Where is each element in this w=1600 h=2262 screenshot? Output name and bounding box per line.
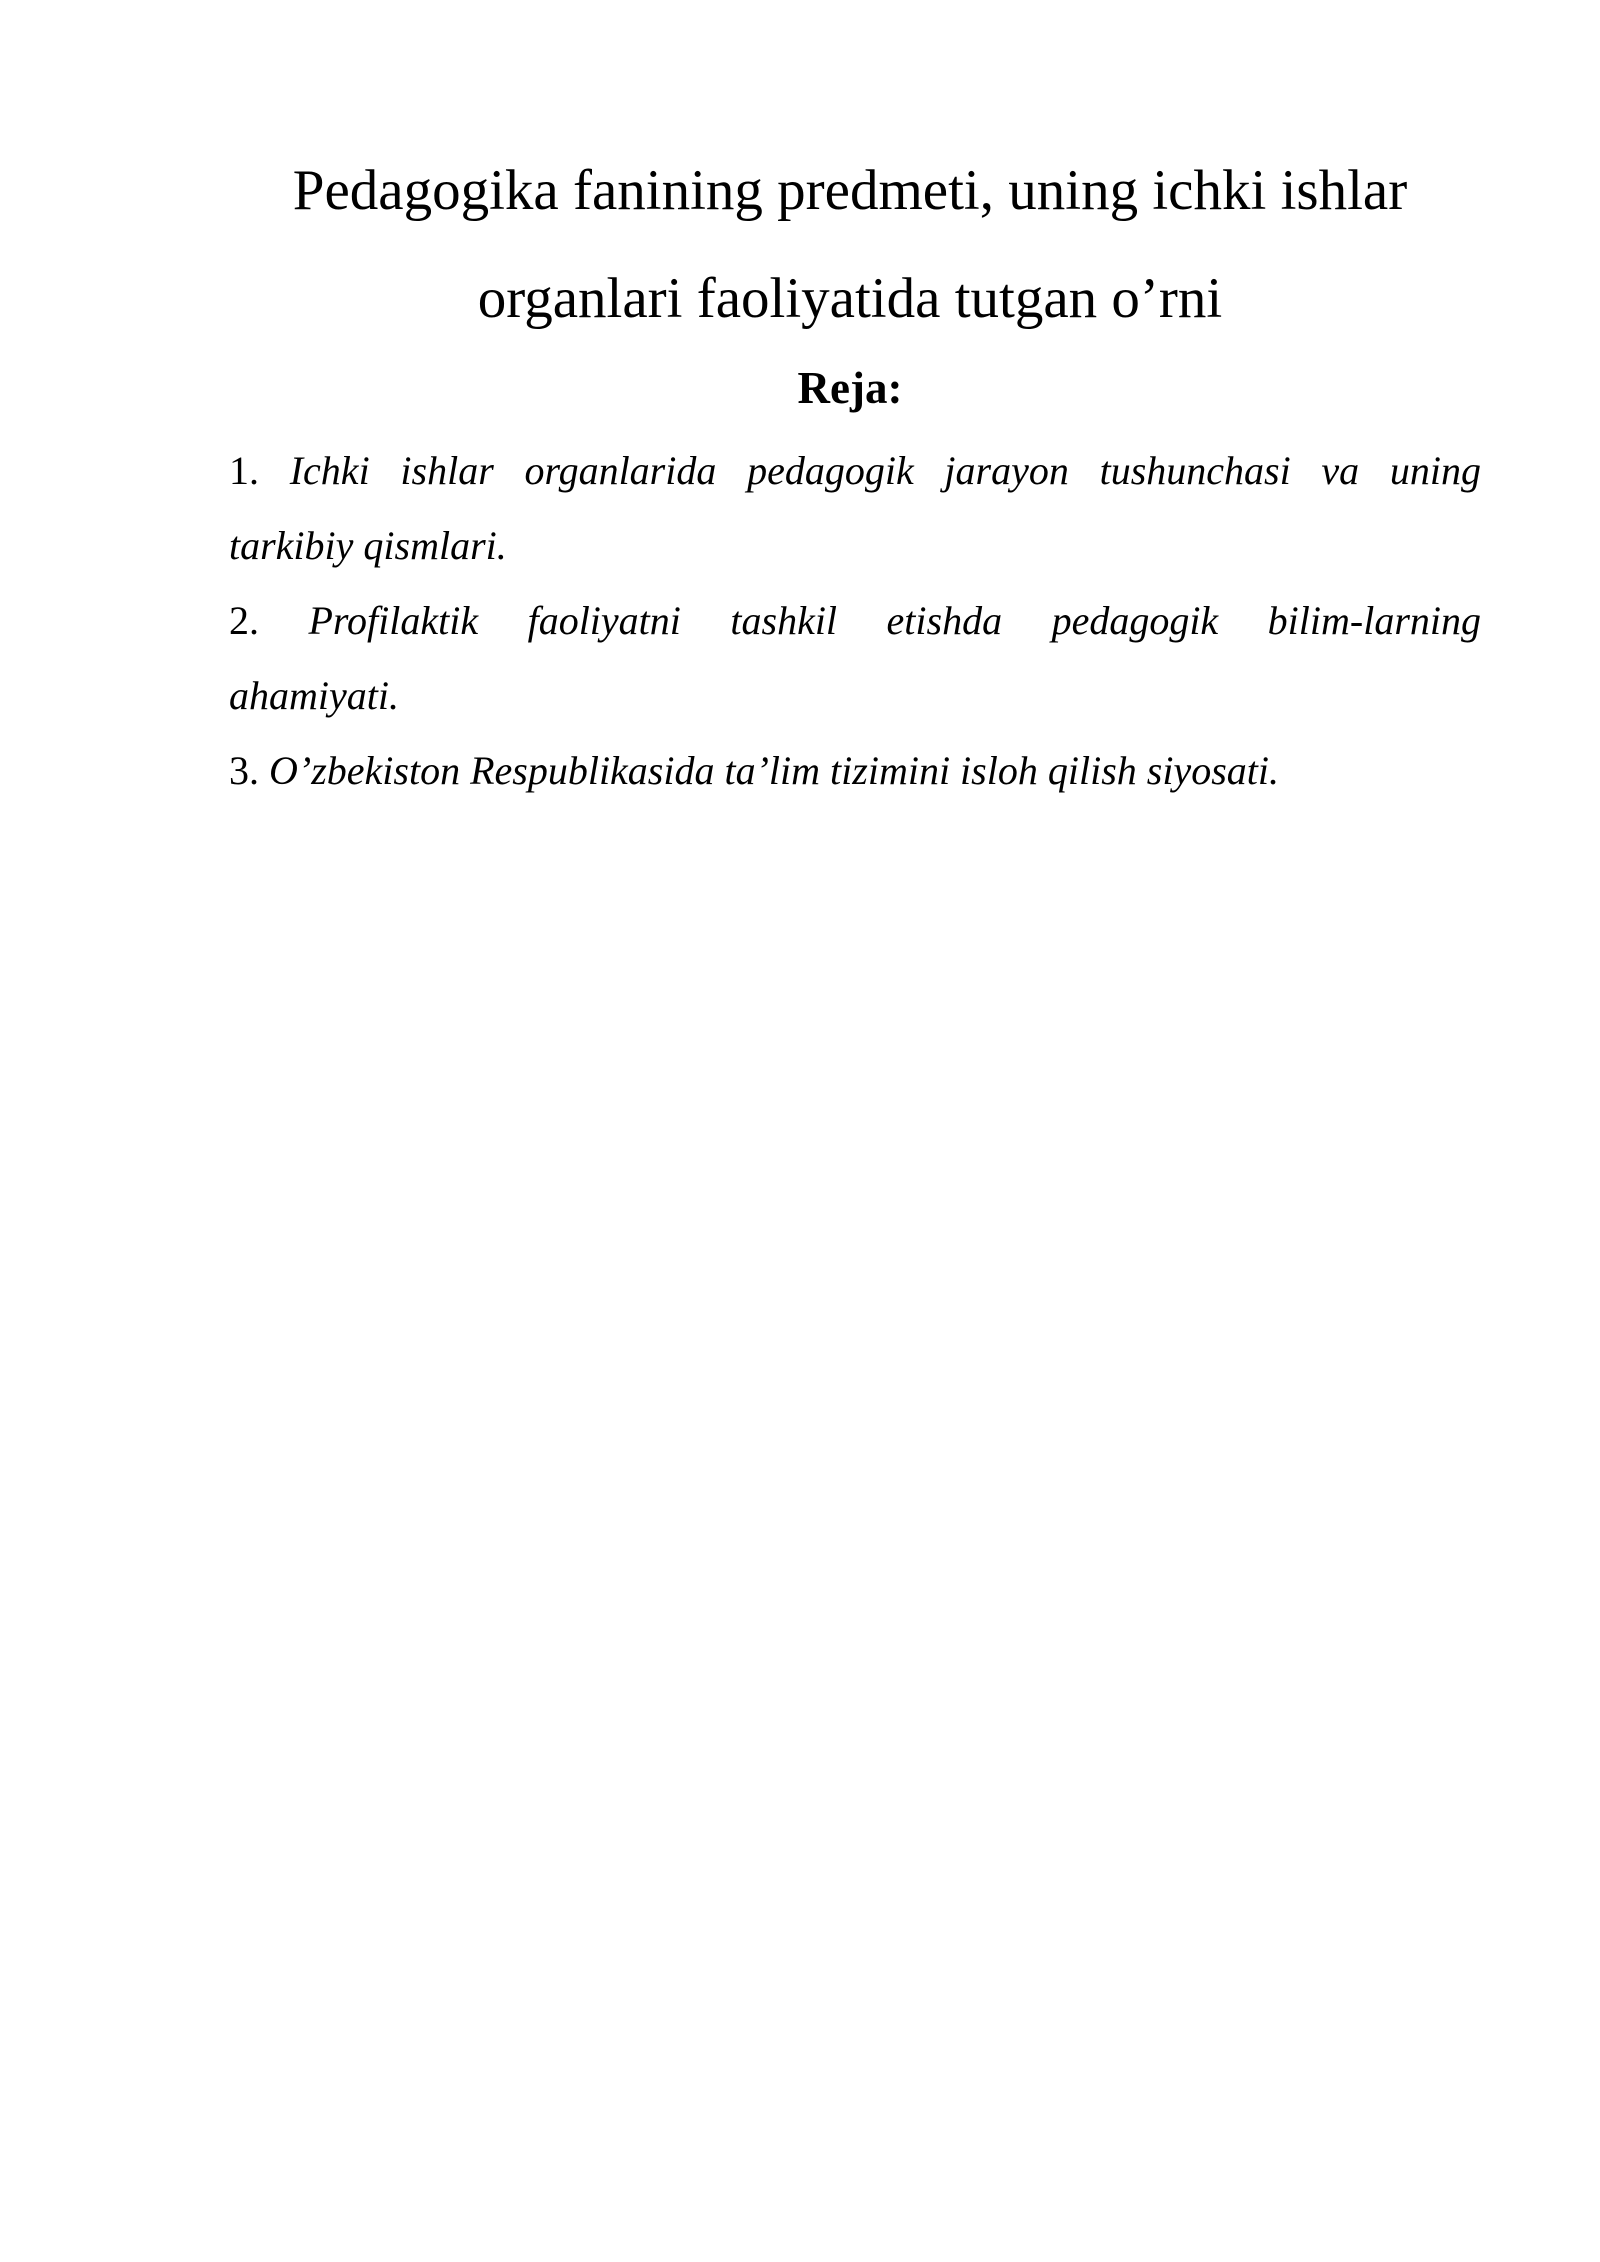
document-title-line-2: organlari faoliyatida tutgan o’rni [477,267,1223,330]
plan-item-1-line-2: tarkibiy qismlari. [229,523,507,568]
plan-item-3-text: O’zbekiston Respublikasida ta’lim tizimini isloh qilish siyosati. [269,748,1279,793]
plan-item-2-line-1 [229,598,1482,643]
document-title-line-1: Pedagogika fanining predmeti, uning ichki ishlar [292,159,1408,222]
plan-item-1-text: Ichki ishlar organlarida pedagogik jarayon tushunchasi va uning [289,448,1482,493]
plan-item-1-line-1 [229,448,1482,493]
plan-item-3-line-1 [229,748,1481,793]
plan-item-1-number: 1. [229,448,259,493]
plan-item-2-number: 2. [229,598,259,643]
plan-heading: Reja: [797,363,903,413]
plan-item-2-text: Profilaktik faoliyatni tashkil etishda pedagogik bilim-larning [308,598,1482,643]
plan-item-2-line-2: ahamiyati. [229,673,399,718]
plan-item-3-number: 3. [229,748,259,793]
